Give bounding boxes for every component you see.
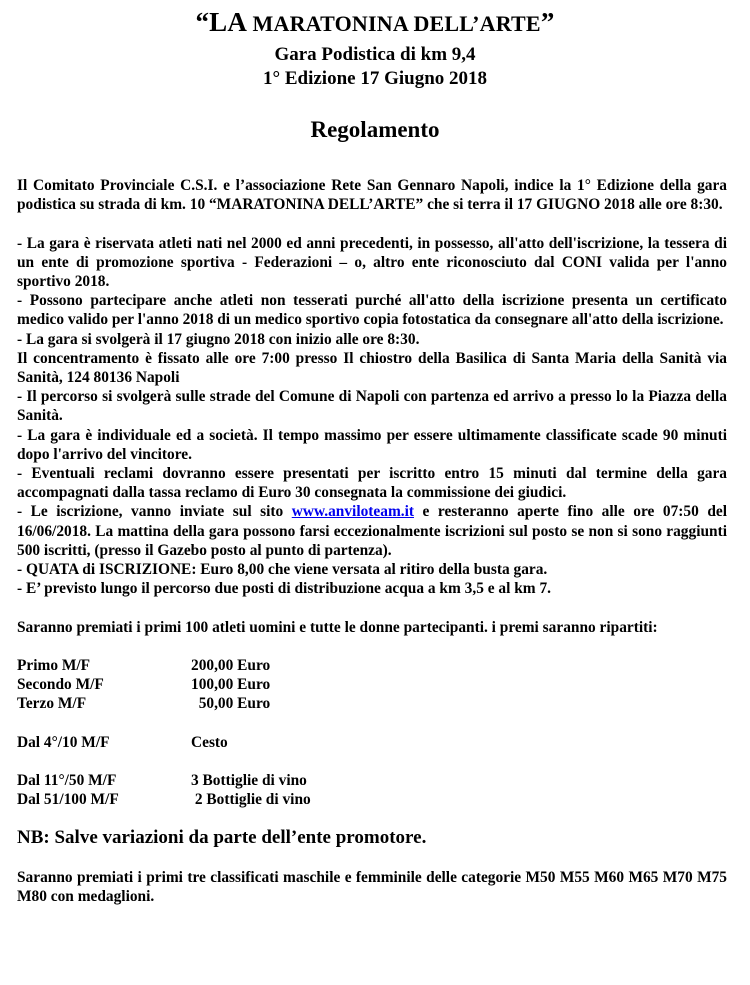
prize-row — [17, 790, 727, 809]
prize-row — [17, 694, 727, 713]
rule-item: - La gara è individuale ed a società. Il tempo massimo per essere ultimamente classificate scade 90 minuti dopo l'arrivo del vincitore. — [17, 426, 727, 463]
rule-item: - Eventuali reclami dovranno essere presentati per iscritto entro 15 minuti dal termine della gara accompagnati dalla tassa reclamo di Euro 30 consegnata la commissione dei giudici. — [17, 465, 727, 502]
prize-category: Dal 51/100 M/F — [17, 791, 119, 809]
prize-value: 2 Bottiglie di vino — [191, 791, 311, 809]
rule-item: - La gara è riservata atleti nati nel 2000 ed anni precedenti, in possesso, all'atto dell'iscrizione, la tessera di un ente di promozione sportiva - Federazioni – o, altro ente riconosciuto dal CONI valida per l'anno sportivo 2018. — [17, 234, 727, 290]
registration-rule: - Le iscrizione, vanno inviate sul sito www.anviloteam.it e resteranno aperte fino alle ore 07:50 del 16/06/2018. La mattina della gara possono farsi eccezionalmente iscrizioni sul posto se non si sono raggiunti 500 iscritti, (presso il Gazebo posto al punto di partenza). — [17, 503, 728, 559]
prize-value: 3 Bottiglie di vino — [191, 772, 307, 790]
rule-item: Il concentramento è fissato alle ore 7:00 presso Il chiostro della Basilica di Santa Maria della Sanità via Sanità, 124 80136 Napoli — [17, 349, 727, 387]
rule-item: - Il percorso si svolgerà sulle strade del Comune di Napoli con partenza ed arrivo a presso lo la Piazza della Sanità. — [17, 388, 727, 425]
title-open-quote: “LA — [195, 7, 253, 37]
section-heading: Regolamento — [310, 117, 440, 142]
prize-value: Cesto — [191, 733, 228, 751]
prize-value: 50,00 Euro — [191, 695, 271, 713]
subtitle-distance: Gara Podistica di km 9,4 — [274, 44, 476, 65]
registration-website-link[interactable]: www.anviloteam.it — [291, 503, 415, 521]
prize-category: Dal 4°/10 M/F — [17, 733, 110, 751]
rule-item: - QUATA di ISCRIZIONE: Euro 8,00 che viene versata al ritiro della busta gara. — [17, 561, 548, 579]
title-main: MARATONINA DELL’ARTE — [252, 11, 541, 36]
final-note: Saranno premiati i primi tre classificati maschile e femminile delle categorie M50 M55 M60 M65 M70 M75 M80 con medaglioni. — [17, 868, 727, 905]
document-title — [0, 6, 750, 40]
title-close-quote: ” — [540, 7, 555, 37]
prizes-intro: Saranno premiati i primi 100 atleti uomini e tutte le donne partecipanti. i premi saranno ripartiti: — [17, 618, 658, 636]
prize-row — [17, 733, 727, 752]
rule-item: - La gara si svolgerà il 17 giugno 2018 con inizio alle ore 8:30. — [17, 330, 420, 348]
prize-category: Secondo M/F — [17, 676, 104, 694]
rule-item: - E’ previsto lungo il percorso due posti di distribuzione acqua a km 3,5 e al km 7. — [17, 580, 552, 598]
nb-note: NB: Salve variazioni da parte dell’ente promotore. — [17, 826, 427, 848]
prize-row — [17, 675, 727, 694]
prize-value: 100,00 Euro — [191, 676, 271, 694]
rule-item: - Possono partecipare anche atleti non tesserati purché all'atto della iscrizione presenta un certificato medico valido per l'anno 2018 di un medico sportivo copia fotostatica da consegnare all'atto della iscrizione. — [17, 292, 727, 329]
prize-row — [17, 771, 727, 790]
regulation-body — [17, 176, 727, 906]
subtitle-edition-date: 1° Edizione 17 Giugno 2018 — [262, 68, 488, 89]
prize-row — [17, 656, 727, 675]
prize-category: Terzo M/F — [17, 695, 87, 713]
prize-category: Primo M/F — [17, 657, 91, 675]
prize-category: Dal 11°/50 M/F — [17, 772, 117, 790]
intro-paragraph: Il Comitato Provinciale C.S.I. e l’associazione Rete San Gennaro Napoli, indice la 1° Edizione della gara podistica su strada di km. 10 “MARATONINA DELL’ARTE” che si terra il 17 GIUGNO 2018 alle ore 8:30. — [17, 177, 727, 214]
prize-value: 200,00 Euro — [191, 657, 271, 675]
